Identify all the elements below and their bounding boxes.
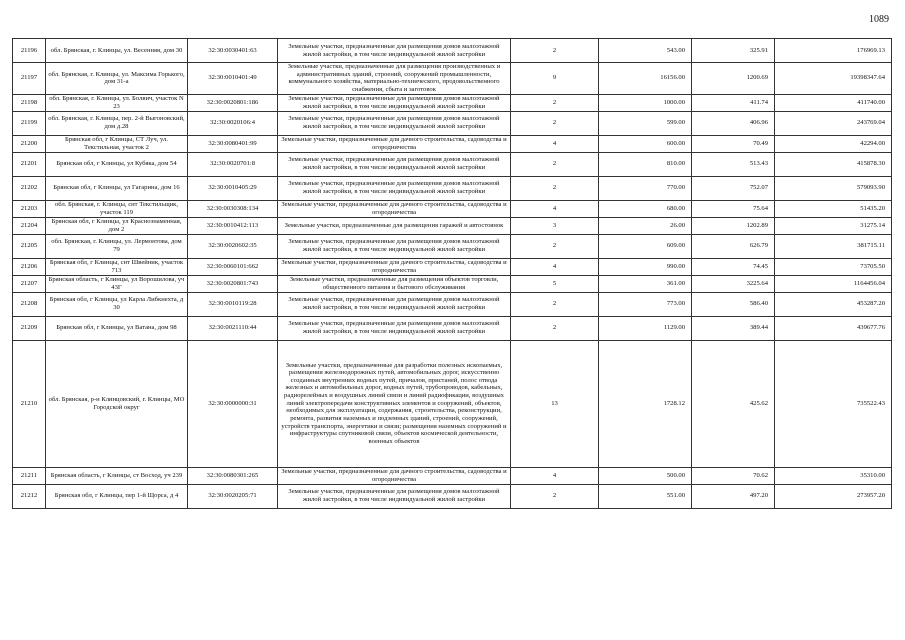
cadastre-number-cell: 32:30:0020106:4 [188, 111, 278, 135]
row-number: 21199 [13, 111, 46, 135]
row-number: 21205 [13, 234, 46, 258]
cadastre-number-cell: 32:30:0020801:186 [188, 94, 278, 111]
table-row [13, 234, 892, 258]
cadastre-number-cell: 32:30:0080301:265 [188, 467, 278, 484]
cadastre-number-cell: 32:30:0010412:113 [188, 217, 278, 234]
table-row [13, 200, 892, 217]
cadastre-number-cell: 32:30:0020701:8 [188, 152, 278, 176]
address-cell: Брянская обл, г Клинцы, пер 1-й Щорса, д 4 [46, 484, 188, 508]
table-row [13, 484, 892, 508]
address-cell: Брянская обл, г Клинцы, снт Швейник, участок 713 [46, 258, 188, 275]
row-number: 21197 [13, 63, 46, 95]
address-cell: обл. Брянская, г. Клинцы, пер. 2-й Выгоновский, дом д.28 [46, 111, 188, 135]
land-purpose-cell: Земельные участки, предназначенные для размещения домов малоэтажной жилой застройки, в том числе индивидуальной жилой застройки [278, 94, 511, 111]
group-code-cell: 2 [511, 292, 599, 316]
specific-value-cell: 411.74 [692, 94, 775, 111]
row-number: 21202 [13, 176, 46, 200]
cadastral-value-cell: 273957.20 [775, 484, 892, 508]
land-purpose-cell: Земельные участки, предназначенные для размещения домов малоэтажной жилой застройки, в том числе индивидуальной жилой застройки [278, 484, 511, 508]
land-purpose-cell: Земельные участки, предназначенные для размещения домов малоэтажной жилой застройки, в том числе индивидуальной жилой застройки [278, 111, 511, 135]
table-row [13, 275, 892, 292]
group-code-cell: 4 [511, 200, 599, 217]
cadastre-number-cell: 32:30:0010405:29 [188, 176, 278, 200]
table-row [13, 258, 892, 275]
cadastre-number-cell: 32:30:0020602:35 [188, 234, 278, 258]
area-cell: 16156.00 [599, 63, 692, 95]
address-cell: Брянская область, г Клинцы, ул Ворошилова, уч 43Г [46, 275, 188, 292]
cadastre-number-cell: 32:30:0020801:743 [188, 275, 278, 292]
table-row [13, 39, 892, 63]
area-cell: 599.00 [599, 111, 692, 135]
address-cell: обл. Брянская, г. Клинцы, ул. Максима Горького, дом 31-а [46, 63, 188, 95]
group-code-cell: 5 [511, 275, 599, 292]
table-row [13, 94, 892, 111]
specific-value-cell: 513.43 [692, 152, 775, 176]
address-cell: обл. Брянская, г. Клинцы, ул. Лермонтова, дом 79 [46, 234, 188, 258]
table-row [13, 316, 892, 340]
row-number: 21203 [13, 200, 46, 217]
cadastre-number-cell: 32:30:0020205:71 [188, 484, 278, 508]
area-cell: 1000.00 [599, 94, 692, 111]
cadastral-value-cell: 453287.20 [775, 292, 892, 316]
land-purpose-cell: Земельные участки, предназначенные для размещения гаражей и автостоянок [278, 217, 511, 234]
group-code-cell: 2 [511, 94, 599, 111]
row-number: 21201 [13, 152, 46, 176]
address-cell: обл. Брянская, р-н Клинцовский, г. Клинцы, МО Городской округ [46, 340, 188, 467]
specific-value-cell: 406.96 [692, 111, 775, 135]
area-cell: 773.00 [599, 292, 692, 316]
address-cell: Брянская область, г Клинцы, ст Восход, уч 239 [46, 467, 188, 484]
area-cell: 770.00 [599, 176, 692, 200]
group-code-cell: 2 [511, 152, 599, 176]
land-purpose-cell: Земельные участки, предназначенные для разработки полезных ископаемых, размещения железнодорожных путей, автомобильных дорог, искусственно созданных внутренних водных путей, причалов, пристаней, полос отвода железных и автомобильных дорог, водных путей, трубопроводов, кабельных, радиорелейных и воздушных линий связи и линий радиофикации, воздушных линий электропередачи конструктивных элементов и сооружений, объектов, необходимых для эксплуатации, содержания, строительства, реконструкции, ремонта, развития наземных и подземных зданий, строений, сооружений, устройств транспорта, энергетики и связи; размещения наземных сооружений и инфраструктуры спутниковой связи, объектов космической деятельности, военных объектов [278, 340, 511, 467]
address-cell: Брянская обл, г Клинцы, СТ Луч, ул. Текстильная, участок 2 [46, 135, 188, 152]
cadastral-value-cell: 439677.76 [775, 316, 892, 340]
cadastre-number-cell: 32:30:0010401:49 [188, 63, 278, 95]
address-cell: Брянская обл, г Клинцы, ул Ватана, дом 98 [46, 316, 188, 340]
cadastre-number-cell: 32:30:0080401:99 [188, 135, 278, 152]
area-cell: 1728.12 [599, 340, 692, 467]
land-purpose-cell: Земельные участки, предназначенные для дачного строительства, садоводства и огородничества [278, 258, 511, 275]
address-cell: Брянская обл, г Клинцы, ул Карла Либкнехта, д 30 [46, 292, 188, 316]
cadastral-value-cell: 735522.43 [775, 340, 892, 467]
row-number: 21209 [13, 316, 46, 340]
row-number: 21198 [13, 94, 46, 111]
group-code-cell: 2 [511, 39, 599, 63]
cadastral-value-cell: 411740.00 [775, 94, 892, 111]
specific-value-cell: 70.49 [692, 135, 775, 152]
address-cell: обл. Брянская, г. Клинцы, ул. Весенняя, дом 30 [46, 39, 188, 63]
specific-value-cell: 1200.69 [692, 63, 775, 95]
specific-value-cell: 752.07 [692, 176, 775, 200]
group-code-cell: 13 [511, 340, 599, 467]
table-body [13, 39, 892, 509]
cadastre-table [12, 38, 892, 509]
group-code-cell: 4 [511, 135, 599, 152]
specific-value-cell: 497.20 [692, 484, 775, 508]
specific-value-cell: 3225.64 [692, 275, 775, 292]
row-number: 21210 [13, 340, 46, 467]
table-row [13, 292, 892, 316]
specific-value-cell: 325.91 [692, 39, 775, 63]
address-cell: обл. Брянская, г. Клинцы, ул. Болвич, участок N 23 [46, 94, 188, 111]
table-row [13, 135, 892, 152]
specific-value-cell: 74.45 [692, 258, 775, 275]
table-row [13, 152, 892, 176]
cadastre-number-cell: 32:30:0021110:44 [188, 316, 278, 340]
land-purpose-cell: Земельные участки, предназначенные для дачного строительства, садоводства и огородничества [278, 200, 511, 217]
area-cell: 810.00 [599, 152, 692, 176]
cadastral-value-cell: 51435.20 [775, 200, 892, 217]
area-cell: 680.00 [599, 200, 692, 217]
specific-value-cell: 70.62 [692, 467, 775, 484]
land-purpose-cell: Земельные участки, предназначенные для размещения объектов торговли, общественного питания и бытового обслуживания [278, 275, 511, 292]
row-number: 21211 [13, 467, 46, 484]
land-purpose-cell: Земельные участки, предназначенные для размещения домов малоэтажной жилой застройки, в том числе индивидуальной жилой застройки [278, 234, 511, 258]
land-purpose-cell: Земельные участки, предназначенные для размещения производственных и административных зданий, строений, сооружений промышленности, коммунального хозяйства, материально-технического, продовольственного снабжения, сбыта и заготовок [278, 63, 511, 95]
cadastral-value-cell: 35310.00 [775, 467, 892, 484]
cadastral-value-cell: 243769.04 [775, 111, 892, 135]
cadastral-value-cell: 31275.14 [775, 217, 892, 234]
specific-value-cell: 586.40 [692, 292, 775, 316]
page-number: 1089 [869, 14, 889, 25]
specific-value-cell: 389.44 [692, 316, 775, 340]
area-cell: 361.00 [599, 275, 692, 292]
land-purpose-cell: Земельные участки, предназначенные для размещения домов малоэтажной жилой застройки, в том числе индивидуальной жилой застройки [278, 39, 511, 63]
row-number: 21208 [13, 292, 46, 316]
table-row [13, 176, 892, 200]
address-cell: Брянская обл, г Клинцы, ул Гагарина, дом 16 [46, 176, 188, 200]
address-cell: Брянская обл, г Клинцы, ул Краснознаменная, дом 2 [46, 217, 188, 234]
specific-value-cell: 1202.89 [692, 217, 775, 234]
row-number: 21207 [13, 275, 46, 292]
land-purpose-cell: Земельные участки, предназначенные для размещения домов малоэтажной жилой застройки, в том числе индивидуальной жилой застройки [278, 152, 511, 176]
specific-value-cell: 75.64 [692, 200, 775, 217]
group-code-cell: 9 [511, 63, 599, 95]
specific-value-cell: 425.62 [692, 340, 775, 467]
cadastre-number-cell: 32:30:0030401:63 [188, 39, 278, 63]
specific-value-cell: 626.79 [692, 234, 775, 258]
group-code-cell: 3 [511, 217, 599, 234]
cadastre-number-cell: 32:30:0010119:28 [188, 292, 278, 316]
land-purpose-cell: Земельные участки, предназначенные для размещения домов малоэтажной жилой застройки, в том числе индивидуальной жилой застройки [278, 176, 511, 200]
area-cell: 551.00 [599, 484, 692, 508]
area-cell: 609.00 [599, 234, 692, 258]
table-row [13, 217, 892, 234]
area-cell: 1129.00 [599, 316, 692, 340]
table-row [13, 467, 892, 484]
group-code-cell: 2 [511, 484, 599, 508]
area-cell: 600.00 [599, 135, 692, 152]
group-code-cell: 2 [511, 316, 599, 340]
cadastre-number-cell: 32:30:0000000:31 [188, 340, 278, 467]
cadastral-value-cell: 19398347.64 [775, 63, 892, 95]
table-row [13, 111, 892, 135]
area-cell: 26.00 [599, 217, 692, 234]
table-row [13, 63, 892, 95]
group-code-cell: 2 [511, 234, 599, 258]
cadastral-value-cell: 579093.90 [775, 176, 892, 200]
land-purpose-cell: Земельные участки, предназначенные для дачного строительства, садоводства и огородничества [278, 135, 511, 152]
table-row [13, 340, 892, 467]
address-cell: Брянская обл, г Клинцы, ул Кубяка, дом 54 [46, 152, 188, 176]
cadastral-value-cell: 381715.11 [775, 234, 892, 258]
cadastral-value-cell: 1164456.04 [775, 275, 892, 292]
group-code-cell: 4 [511, 467, 599, 484]
land-purpose-cell: Земельные участки, предназначенные для размещения домов малоэтажной жилой застройки, в том числе индивидуальной жилой застройки [278, 292, 511, 316]
row-number: 21200 [13, 135, 46, 152]
cadastral-value-cell: 176969.13 [775, 39, 892, 63]
row-number: 21212 [13, 484, 46, 508]
area-cell: 990.00 [599, 258, 692, 275]
land-purpose-cell: Земельные участки, предназначенные для размещения домов малоэтажной жилой застройки, в том числе индивидуальной жилой застройки [278, 316, 511, 340]
area-cell: 543.00 [599, 39, 692, 63]
address-cell: обл. Брянская, г. Клинцы, снт Текстильщик, участок 119 [46, 200, 188, 217]
cadastral-value-cell: 415878.30 [775, 152, 892, 176]
cadastral-value-cell: 42294.00 [775, 135, 892, 152]
cadastral-value-cell: 73705.50 [775, 258, 892, 275]
row-number: 21204 [13, 217, 46, 234]
group-code-cell: 4 [511, 258, 599, 275]
area-cell: 500.00 [599, 467, 692, 484]
group-code-cell: 2 [511, 111, 599, 135]
cadastre-number-cell: 32:30:0060101:662 [188, 258, 278, 275]
cadastre-number-cell: 32:30:0030308:134 [188, 200, 278, 217]
row-number: 21206 [13, 258, 46, 275]
group-code-cell: 2 [511, 176, 599, 200]
land-purpose-cell: Земельные участки, предназначенные для дачного строительства, садоводства и огородничества [278, 467, 511, 484]
row-number: 21196 [13, 39, 46, 63]
